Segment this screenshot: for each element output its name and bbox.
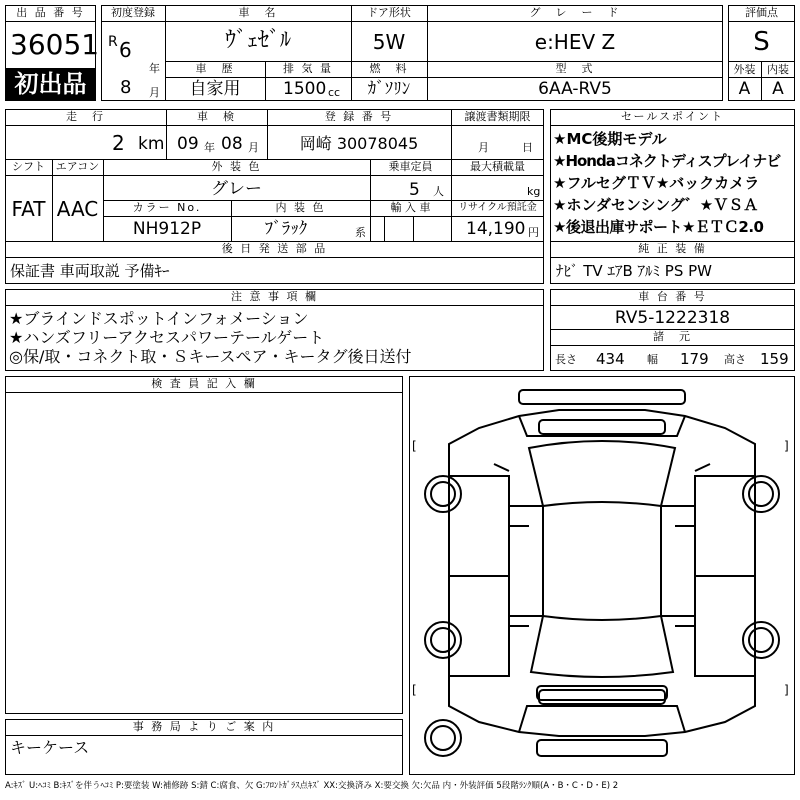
reg-label: 初度登録 — [111, 6, 155, 19]
door-label: ドア形状 — [367, 6, 411, 19]
history-label: 車 歴 — [195, 62, 235, 75]
transfer-label: 譲渡書類期限 — [464, 110, 531, 123]
interior-value: A — [772, 79, 784, 99]
exterior-value: A — [738, 79, 751, 99]
reg-year-unit: 年 — [149, 62, 160, 75]
inspection-label: 車 検 — [197, 110, 236, 123]
inspection-month: 08 — [221, 134, 243, 154]
office-value: キーケース — [10, 738, 90, 757]
dims-label: 諸 元 — [653, 330, 692, 343]
color-label: 外 装 色 — [211, 160, 262, 173]
equip-value: ﾅﾋﾞ TV ｴｱB ｱﾙﾐ PS PW — [556, 262, 712, 280]
note-line: ★ブラインドスポットインフォメーション — [9, 309, 309, 328]
recycle-label: リサイクル預託金 — [458, 202, 537, 213]
mileage-value: 2 — [112, 131, 125, 155]
sales-line: ★Hondaコネクトディスプレイナビ — [553, 152, 781, 170]
plate-label: 登 録 番 号 — [324, 110, 394, 123]
reg-year: 6 — [119, 38, 132, 62]
inspection-year: 09 — [177, 134, 199, 154]
recycle-value: 14,190 — [466, 219, 526, 239]
displacement-value: 1500 — [283, 79, 327, 99]
diagram-bracket: ] — [784, 439, 789, 453]
mileage-label: 走 行 — [66, 110, 105, 123]
length-value: 434 — [596, 350, 625, 368]
car-diagram — [409, 376, 795, 775]
sales-line: ★フルセグＴＶ★バックカメラ — [553, 174, 760, 192]
capacity-value: 5 — [409, 180, 420, 200]
color-no-label: カラー No. — [132, 201, 202, 214]
capacity-unit: 人 — [433, 185, 444, 198]
int-color-label: 内 装 色 — [275, 201, 326, 214]
reg-month: 8 — [120, 77, 132, 98]
diagram-bracket: [ — [412, 439, 417, 453]
inspection-year-unit: 年 — [204, 141, 215, 154]
lot-number: 36051 — [10, 28, 100, 61]
reg-era: R — [108, 34, 118, 50]
legend: A:ｷｽﾞ U:ﾍｺﾐ B:ｷｽﾞを伴うﾍｺﾐ P:要塗装 W:補修跡 S:錆 C:腐食、欠 G:ﾌﾛﾝﾄｶﾞﾗｽ点ｷｽﾞ XX:交換済み X:要交換 欠:欠品 内・外装評価 5段階ﾗﾝｸ順(A・B・C・D・E) 2 — [5, 781, 619, 791]
int-color-suffix: 系 — [355, 226, 366, 239]
width-value: 179 — [680, 350, 709, 368]
shift-value: FAT — [11, 197, 46, 221]
diagram-bracket: ] — [784, 683, 789, 697]
diagram-bracket: [ — [412, 683, 417, 697]
width-label: 幅 — [647, 353, 658, 366]
transfer-day: 日 — [522, 141, 533, 154]
int-color-value: ﾌﾞﾗｯｸ — [264, 219, 308, 239]
color-no-value: NH912P — [132, 219, 202, 239]
door-value: 5W — [372, 30, 406, 54]
ac-value: AAC — [56, 197, 99, 221]
shift-label: シフト — [12, 160, 45, 173]
sales-line: ★ホンダセンシング゛★ＶＳＡ — [553, 196, 759, 214]
office-label: 事 務 局 よ り ご 案 内 — [132, 720, 276, 733]
parts-label: 後 日 発 送 部 品 — [221, 242, 328, 255]
fuel-label: 燃 料 — [369, 62, 409, 75]
sales-line: ★MC後期モデル — [553, 130, 667, 148]
mileage-unit: km — [138, 134, 165, 154]
capacity-label: 乗車定員 — [388, 160, 433, 173]
grade-value: e:HEV Z — [534, 30, 616, 54]
score-label: 評価点 — [745, 6, 778, 19]
inspection-month-unit: 月 — [248, 141, 259, 154]
chassis-label: 車 台 番 号 — [638, 290, 707, 303]
plate-value: 岡崎 30078045 — [299, 134, 419, 153]
ac-label: エアコン — [55, 160, 100, 173]
fuel-value: ｶﾞｿﾘﾝ — [367, 79, 411, 99]
load-unit: kg — [527, 185, 541, 198]
displacement-unit: cc — [328, 86, 341, 99]
model-value: 6AA-RV5 — [538, 79, 612, 99]
lot-label: 出 品 番 号 — [16, 6, 85, 19]
chassis-value: RV5-1222318 — [614, 308, 731, 328]
note-line: ★ハンズフリーアクセスパワーテールゲート — [9, 328, 325, 347]
parts-value: 保証書 車両取説 予備ｷｰ — [10, 262, 170, 280]
sales-line: ★後退出庫サポート★ＥＴＣ2.0 — [553, 218, 764, 236]
first-listing-badge: 初出品 — [6, 68, 95, 100]
history-value: 自家用 — [189, 79, 241, 99]
score-value: S — [753, 27, 770, 57]
recycle-unit: 円 — [528, 226, 539, 239]
displacement-label: 排 気 量 — [283, 62, 333, 75]
note-line: ◎保/取・コネクト取・Ｓキースペア・キータグ後日送付 — [9, 347, 412, 366]
load-label: 最大積載量 — [470, 160, 525, 173]
exterior-label: 外装 — [733, 63, 756, 76]
grade-label: グ レ ー ド — [529, 6, 621, 19]
length-label: 長さ — [555, 353, 577, 366]
equip-label: 純 正 装 備 — [638, 242, 707, 255]
reg-month-unit: 月 — [149, 86, 160, 99]
sales-label: セールスポイント — [620, 110, 724, 123]
transfer-month: 月 — [478, 141, 489, 154]
height-label: 高さ — [724, 353, 746, 366]
car-name: ｳﾞｪｾﾞﾙ — [224, 28, 291, 53]
inspector-box — [5, 376, 403, 714]
car-name-label: 車 名 — [238, 6, 278, 19]
height-value: 159 — [760, 350, 789, 368]
model-label: 型 式 — [555, 62, 595, 75]
inspector-label: 検 査 員 記 入 欄 — [151, 377, 257, 390]
interior-label: 内装 — [767, 63, 789, 76]
notes-label: 注 意 事 項 欄 — [231, 290, 318, 303]
color-value: グレー — [211, 179, 262, 199]
import-label: 輸 入 車 — [390, 201, 431, 214]
